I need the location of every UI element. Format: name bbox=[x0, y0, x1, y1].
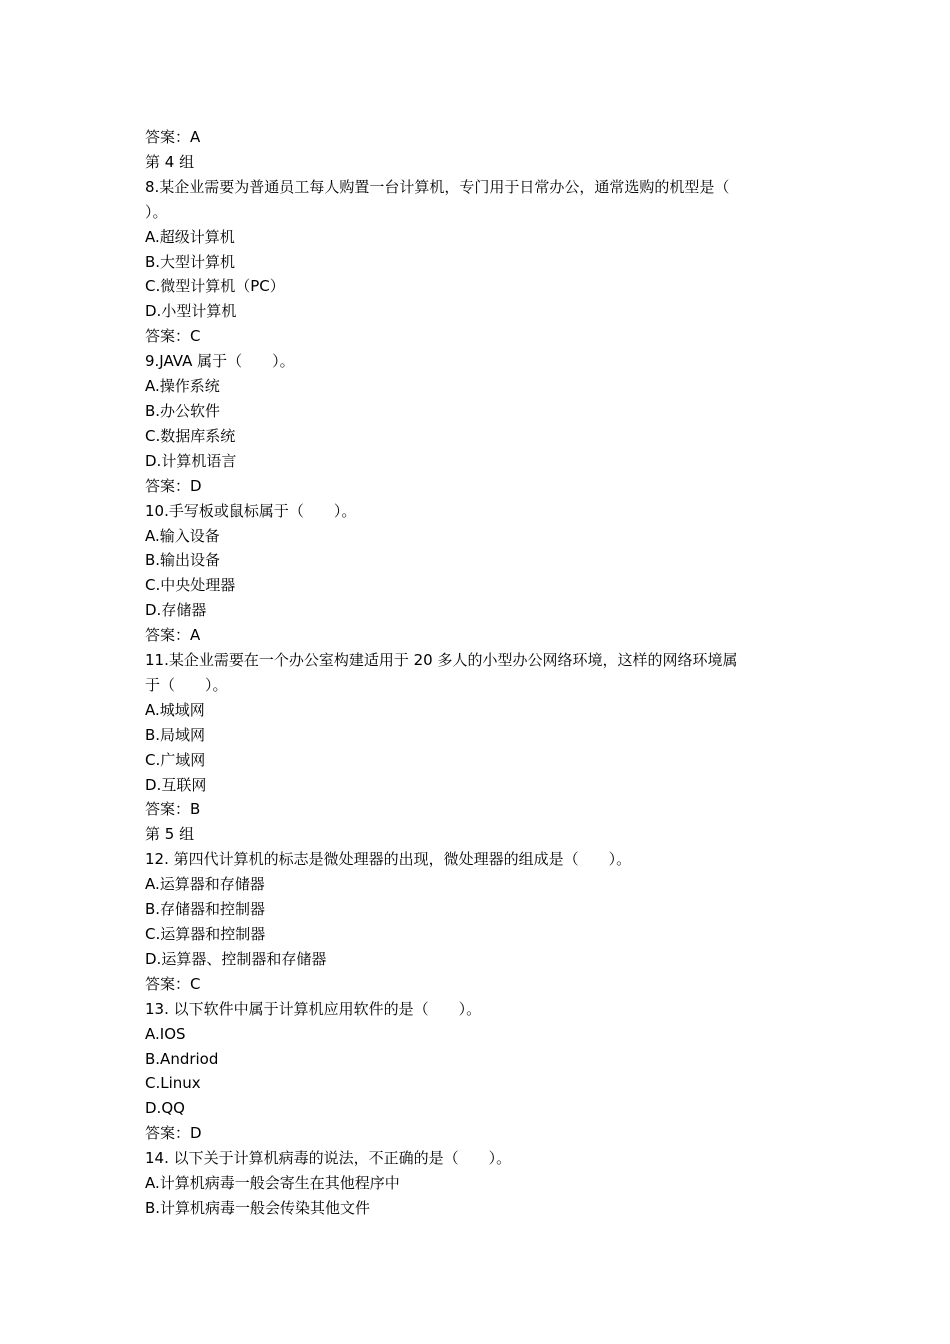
question-text: 9.JAVA 属于（ ）。 bbox=[145, 352, 295, 371]
option-b: B.Andriod bbox=[145, 1049, 219, 1068]
answer-line: 答案：D bbox=[145, 476, 202, 495]
answer-line: 答案：B bbox=[145, 800, 201, 819]
answer-line: 答案：A bbox=[145, 128, 201, 146]
option-b: B.局域网 bbox=[145, 725, 206, 744]
option-a: A.城域网 bbox=[145, 700, 205, 719]
answer-line: 答案：C bbox=[145, 974, 201, 993]
option-a: A.输入设备 bbox=[145, 526, 220, 545]
answer-line: 答案：A bbox=[145, 626, 201, 645]
option-d: D.QQ bbox=[145, 1099, 185, 1118]
question-text: 10.手写板或鼠标属于（ ）。 bbox=[145, 501, 357, 520]
option-c: C.中央处理器 bbox=[145, 576, 236, 595]
option-a: A.计算机病毒一般会寄生在其他程序中 bbox=[145, 1174, 400, 1193]
option-d: D.小型计算机 bbox=[145, 302, 237, 321]
option-b: B.大型计算机 bbox=[145, 252, 236, 271]
option-c: C.运算器和控制器 bbox=[145, 925, 266, 943]
option-c: C.数据库系统 bbox=[145, 426, 236, 445]
document-page bbox=[145, 125, 810, 1221]
option-c: C.广域网 bbox=[145, 750, 206, 769]
option-a: A.操作系统 bbox=[145, 377, 220, 396]
option-a: A.运算器和存储器 bbox=[145, 875, 265, 894]
option-a: A.超级计算机 bbox=[145, 227, 235, 246]
option-a: A.IOS bbox=[145, 1024, 186, 1043]
question-text: 13. 以下软件中属于计算机应用软件的是（ ）。 bbox=[145, 999, 482, 1018]
option-b: B.存储器和控制器 bbox=[145, 900, 266, 919]
option-b: B.办公软件 bbox=[145, 401, 221, 420]
option-d: D.存储器 bbox=[145, 601, 207, 620]
question-text-continued: 于（ ）。 bbox=[145, 675, 228, 694]
option-b: B.输出设备 bbox=[145, 551, 221, 570]
question-text: 8.某企业需要为普通员工每人购置一台计算机，专门用于日常办公，通常选购的机型是（ bbox=[145, 177, 730, 196]
option-d: D.互联网 bbox=[145, 775, 207, 794]
answer-line: 答案：C bbox=[145, 327, 201, 346]
option-c: C.微型计算机（PC） bbox=[145, 277, 285, 296]
group-heading: 第 4 组 bbox=[145, 152, 195, 171]
option-d: D.计算机语言 bbox=[145, 451, 237, 470]
group-heading: 第 5 组 bbox=[145, 825, 195, 844]
question-text: 11.某企业需要在一个办公室构建适用于 20 多人的小型办公网络环境，这样的网络环境属 bbox=[145, 651, 738, 670]
question-text: 12. 第四代计算机的标志是微处理器的出现，微处理器的组成是（ ）。 bbox=[145, 850, 632, 869]
question-text: 14. 以下关于计算机病毒的说法，不正确的是（ ）。 bbox=[145, 1149, 512, 1168]
option-c: C.Linux bbox=[145, 1074, 201, 1093]
answer-line: 答案：D bbox=[145, 1124, 202, 1143]
option-b: B.计算机病毒一般会传染其他文件 bbox=[145, 1198, 371, 1217]
question-text-continued: ）。 bbox=[145, 202, 168, 221]
option-d: D.运算器、控制器和存储器 bbox=[145, 949, 327, 968]
